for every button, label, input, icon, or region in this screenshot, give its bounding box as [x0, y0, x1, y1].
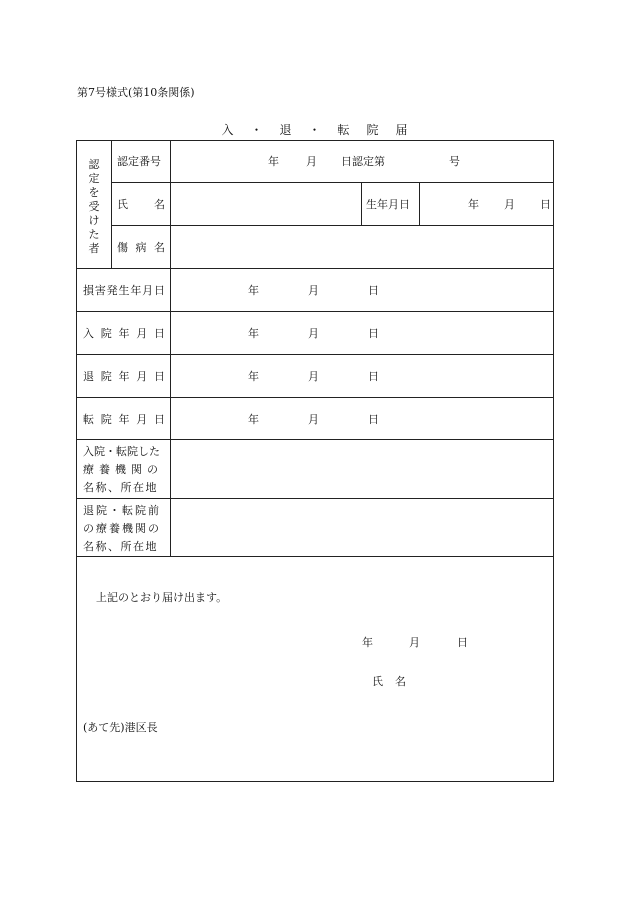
divider — [76, 556, 554, 557]
divider — [76, 397, 554, 398]
declaration-day-unit: 日 — [457, 636, 468, 649]
transfer-date-label: 転 院 年 月 日 — [83, 413, 165, 426]
declaration-year-unit: 年 — [362, 636, 373, 649]
day-unit: 日 — [368, 413, 379, 426]
divider — [76, 268, 554, 269]
facility-before-label — [83, 502, 165, 556]
divider — [361, 182, 362, 225]
label-line: 療養機関の — [83, 463, 163, 476]
facility-after-label — [83, 443, 165, 497]
divider — [76, 311, 554, 312]
birthdate-label: 生年月日 — [366, 198, 410, 211]
label-line: 入院・転院した — [83, 445, 160, 458]
month-unit: 月 — [308, 327, 319, 340]
title-char: ・ — [308, 123, 322, 137]
day-unit: 日 — [368, 284, 379, 297]
cert-year-unit: 年 — [268, 155, 279, 168]
birth-month-unit: 月 — [504, 198, 515, 211]
year-unit: 年 — [248, 413, 259, 426]
declarant-name-label: 氏 名 — [372, 675, 406, 688]
form-reference: 第7号様式(第10条関係) — [77, 86, 195, 99]
divider — [111, 140, 112, 268]
label-line: 退院・転院前 — [83, 504, 161, 517]
divider — [76, 354, 554, 355]
year-unit: 年 — [248, 370, 259, 383]
year-unit: 年 — [248, 327, 259, 340]
cert-number-unit: 号 — [449, 155, 460, 168]
divider — [76, 439, 554, 440]
discharge-date-label: 退 院 年 月 日 — [83, 370, 165, 383]
divider — [111, 225, 554, 226]
form-title — [0, 121, 630, 138]
month-unit: 月 — [308, 284, 319, 297]
name-label: 氏 名 — [117, 198, 165, 211]
title-char: 届 — [395, 123, 409, 137]
day-unit: 日 — [368, 370, 379, 383]
label-line: 名称、所在地 — [83, 481, 158, 494]
label-line: の療養機関の — [83, 522, 161, 535]
title-char: 退 — [279, 123, 293, 137]
cert-day-unit: 日認定第 — [341, 155, 385, 168]
addressee: (あて先)港区長 — [83, 721, 158, 734]
label-line: 名称、所在地 — [83, 540, 158, 553]
divider — [419, 182, 420, 225]
divider — [111, 182, 554, 183]
year-unit: 年 — [248, 284, 259, 297]
cert-number-label: 認定番号 — [117, 155, 161, 168]
cert-month-unit: 月 — [306, 155, 317, 168]
applicant-group-label: 認 定 を 受 け た 者 — [88, 158, 100, 255]
day-unit: 日 — [368, 327, 379, 340]
admission-date-label: 入 院 年 月 日 — [83, 327, 165, 340]
birth-year-unit: 年 — [468, 198, 479, 211]
birth-day-unit: 日 — [540, 198, 551, 211]
title-char: ・ — [250, 123, 264, 137]
title-char: 入 — [221, 123, 235, 137]
title-char: 転 — [337, 123, 351, 137]
month-unit: 月 — [308, 413, 319, 426]
title-char: 院 — [366, 123, 380, 137]
divider — [170, 140, 171, 556]
declaration-statement: 上記のとおり届け出ます。 — [96, 591, 228, 604]
month-unit: 月 — [308, 370, 319, 383]
illness-label: 傷 病 名 — [117, 241, 165, 254]
declaration-month-unit: 月 — [409, 636, 420, 649]
divider — [76, 498, 554, 499]
damage-date-label: 損 害 発 生 年 月 日 — [83, 284, 165, 297]
